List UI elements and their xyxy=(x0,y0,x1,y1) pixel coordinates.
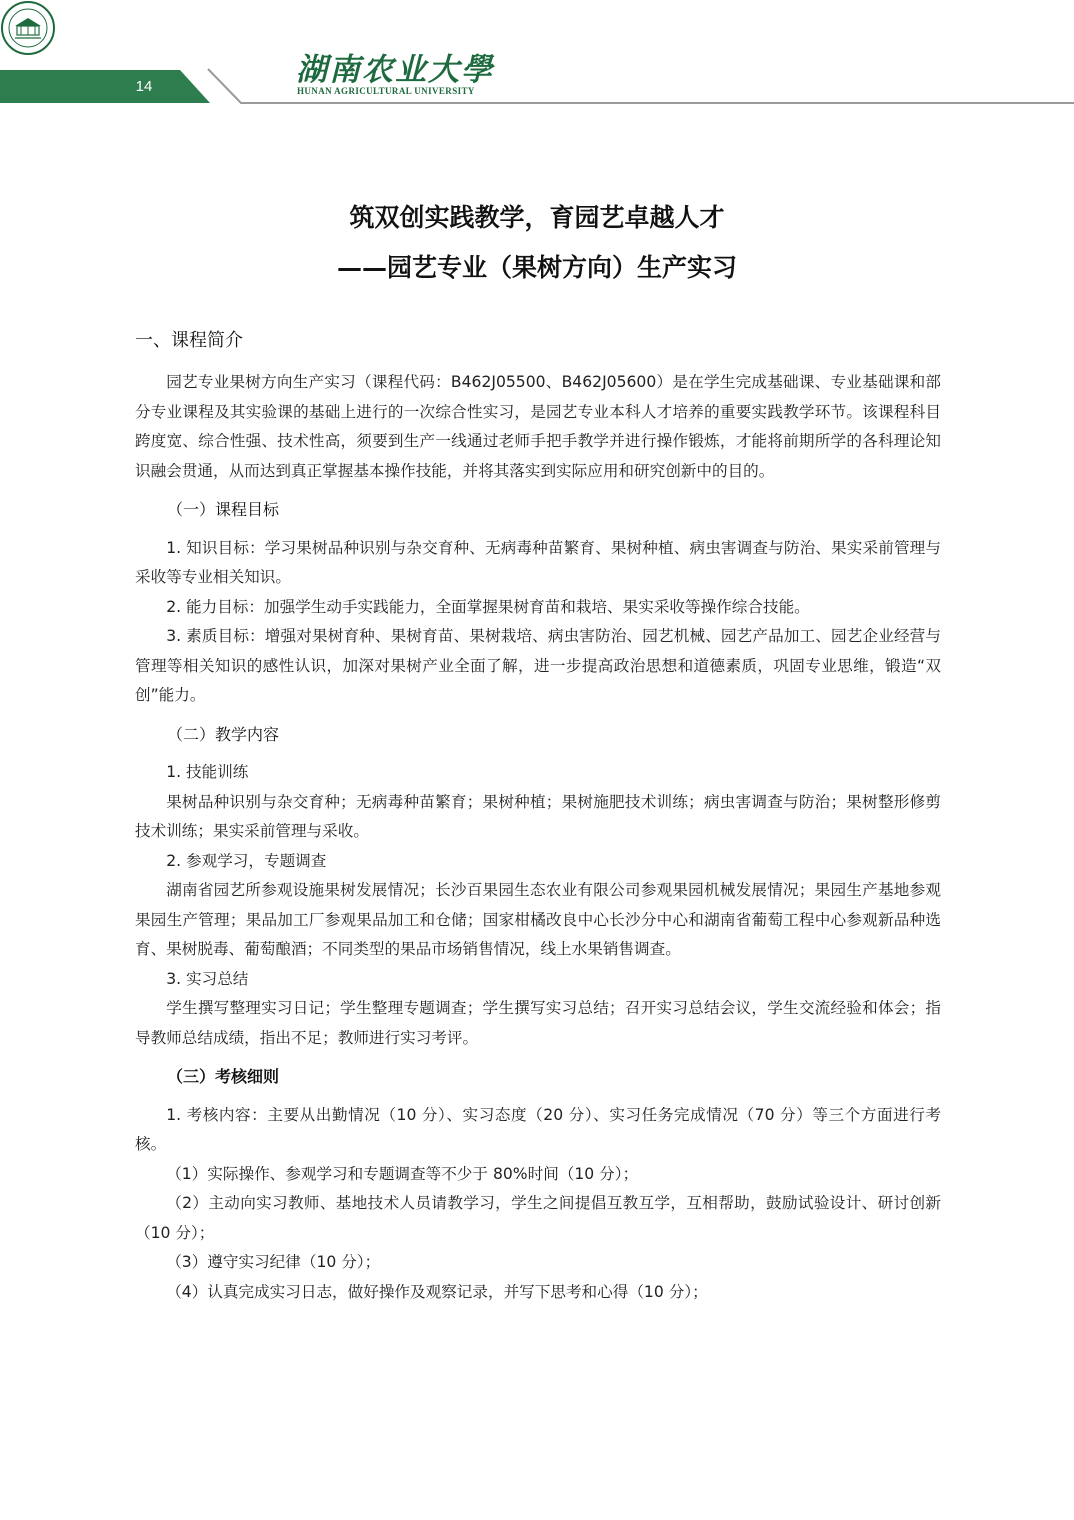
goals-heading: （一）课程目标 xyxy=(167,500,280,519)
content-item-title: 3. 实习总结 xyxy=(166,969,249,988)
document-subtitle: ——园艺专业（果树方向）生产实习 xyxy=(336,253,737,282)
university-name-cn: 湖南农业大學 xyxy=(296,52,494,88)
assessment-item: （4）认真完成实习日志，做好操作及观察记录，并写下思考和心得（10 分）； xyxy=(166,1282,708,1301)
goal-item: 2. 能力目标：加强学生动手实践能力，全面掌握果树育苗和栽培、果实采收等操作综合技能。 xyxy=(166,597,810,616)
page-number: 14 xyxy=(135,78,153,95)
goal-item: 1. 知识目标：学习果树品种识别与杂交育种、无病毒种苗繁育、果树种植、病虫害调查与防治、果实采前管理与采收等专业相关知识。 xyxy=(135,538,941,586)
page-number-tab xyxy=(0,70,210,103)
assessment-heading: （三）考核细则 xyxy=(167,1067,280,1086)
assessment-item: （3）遵守实习纪律（10 分）； xyxy=(166,1253,381,1271)
content-item-title: 2. 参观学习，专题调查 xyxy=(166,851,327,870)
intro-paragraph: 园艺专业果树方向生产实习（课程代码：B462J05500、B462J05600）是在学生完成基础课、专业基础课和部分专业课程及其实验课的基础上进行的一次综合性实习，是园艺专业本科人才培养的重要实践教学环节。该课程科目跨度宽、综合性强、技术性高，须要到生产一线通过老师手把手教学并进行操作锻炼，才能将前期所学的各科理论知识融会贯通，从而达到真正掌握基本操作技能，并将其落实到实际应用和研究创新中的目的。 xyxy=(135,373,941,480)
section-heading: 一、课程简介 xyxy=(135,330,243,351)
document-body xyxy=(135,326,941,1307)
goal-item: 3. 素质目标：增强对果树育种、果树育苗、果树栽培、病虫害防治、园艺机械、园艺产品加工、园艺企业经营与管理等相关知识的感性认识，加深对果树产业全面了解，进一步提高政治思想和道德素质，巩固专业思维，锻造“双创”能力。 xyxy=(135,627,941,704)
content-item-title: 1. 技能训练 xyxy=(166,763,249,781)
content-item-text: 学生撰写整理实习日记；学生整理专题调查；学生撰写实习总结；召开实习总结会议，学生交流经验和体会；指导教师总结成绩，指出不足；教师进行实习考评。 xyxy=(135,999,941,1047)
content-heading: （二）教学内容 xyxy=(167,724,280,744)
document-title: 筑双创实践教学，育园艺卓越人才 xyxy=(349,203,725,232)
assessment-item: （2）主动向实习教师、基地技术人员请教学习，学生之间提倡互教互学，互相帮助，鼓励试验设计、研讨创新（10 分）； xyxy=(135,1194,941,1242)
assessment-item: （1）实际操作、参观学习和专题调查等不少于 80%时间（10 分）； xyxy=(166,1164,639,1183)
page-header xyxy=(0,0,1074,110)
content-item-text: 果树品种识别与杂交育种；无病毒种苗繁育；果树种植；果树施肥技术训练；病虫害调查与防治；果树整形修剪技术训练；果实采前管理与采收。 xyxy=(135,792,941,840)
content-item-text: 湖南省园艺所参观设施果树发展情况；长沙百果园生态农业有限公司参观果园机械发展情况；果园生产基地参观果园生产管理；果品加工厂参观果品加工和仓储；国家柑橘改良中心长沙分中心和湖南省葡萄工程中心参观新品种选育、果树脱毒、葡萄酿酒；不同类型的果品市场销售情况，线上水果销售调查。 xyxy=(135,881,941,958)
assessment-item: 1. 考核内容：主要从出勤情况（10 分）、实习态度（20 分）、实习任务完成情况（70 分）等三个方面进行考核。 xyxy=(135,1105,941,1153)
university-seal-icon xyxy=(0,0,56,56)
university-name-en: HUNAN AGRICULTURAL UNIVERSITY xyxy=(297,86,475,96)
